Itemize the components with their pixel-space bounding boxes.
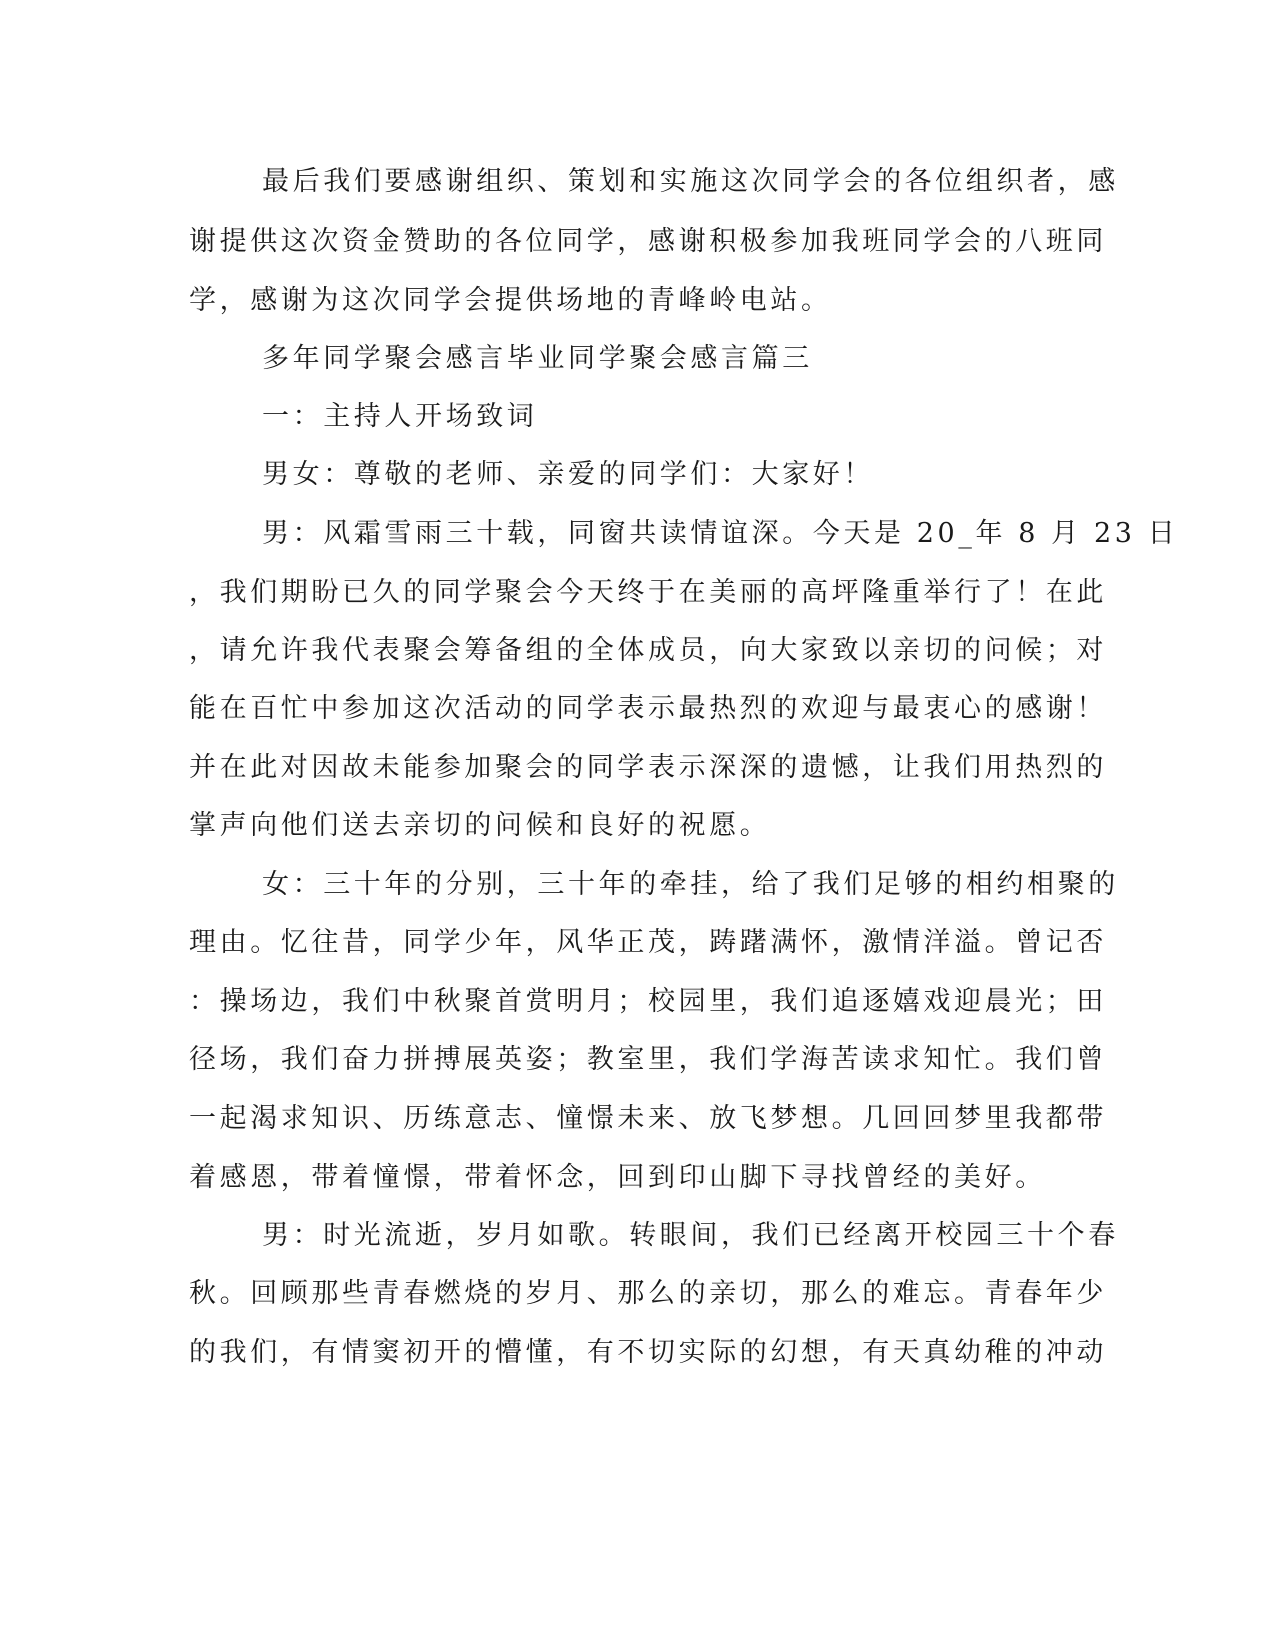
paragraph-line: 女：三十年的分别，三十年的牵挂，给了我们足够的相约相聚的 [262, 869, 1119, 900]
subheading: 一：主持人开场致词 [262, 401, 538, 432]
paragraph-line: 着感恩，带着憧憬，带着怀念，回到印山脚下寻找曾经的美好。 [189, 1162, 1046, 1193]
paragraph-line: 男女：尊敬的老师、亲爱的同学们：大家好！ [262, 459, 874, 490]
paragraph-line: 学，感谢为这次同学会提供场地的青峰岭电站。 [189, 285, 832, 316]
paragraph-line: 最后我们要感谢组织、策划和实施这次同学会的各位组织者，感 [262, 166, 1119, 197]
paragraph-line: 并在此对因故未能参加聚会的同学表示深深的遗憾，让我们用热烈的 [189, 752, 1107, 783]
paragraph-line: 秋。回顾那些青春燃烧的岁月、那么的亲切，那么的难忘。青春年少 [189, 1278, 1107, 1309]
paragraph-line: 径场，我们奋力拼搏展英姿；教室里，我们学海苦读求知忙。我们曾 [189, 1044, 1107, 1075]
paragraph-line: 掌声向他们送去亲切的问候和良好的祝愿。 [189, 810, 771, 841]
paragraph-line: ，请允许我代表聚会筹备组的全体成员，向大家致以亲切的问候；对 [189, 635, 1107, 666]
paragraph-line: ，我们期盼已久的同学聚会今天终于在美丽的高坪隆重举行了！在此 [189, 577, 1107, 608]
paragraph-line: 能在百忙中参加这次活动的同学表示最热烈的欢迎与最衷心的感谢！ [189, 693, 1107, 724]
paragraph-line: 男：风霜雪雨三十载，同窗共读情谊深。今天是 20_年 8 月 23 日 [262, 518, 1179, 549]
paragraph-line: 男：时光流逝，岁月如歌。转眼间，我们已经离开校园三十个春 [262, 1220, 1119, 1251]
paragraph-line: 理由。忆往昔，同学少年，风华正茂，踌躇满怀，激情洋溢。曾记否 [189, 927, 1107, 958]
paragraph-line: ：操场边，我们中秋聚首赏明月；校园里，我们追逐嬉戏迎晨光；田 [189, 986, 1107, 1017]
section-heading: 多年同学聚会感言毕业同学聚会感言篇三 [262, 343, 813, 374]
paragraph-line: 的我们，有情窦初开的懵懂，有不切实际的幻想，有天真幼稚的冲动 [189, 1337, 1107, 1368]
paragraph-line: 谢提供这次资金赞助的各位同学，感谢积极参加我班同学会的八班同 [189, 226, 1107, 257]
paragraph-line: 一起渴求知识、历练意志、憧憬未来、放飞梦想。几回回梦里我都带 [189, 1103, 1107, 1134]
